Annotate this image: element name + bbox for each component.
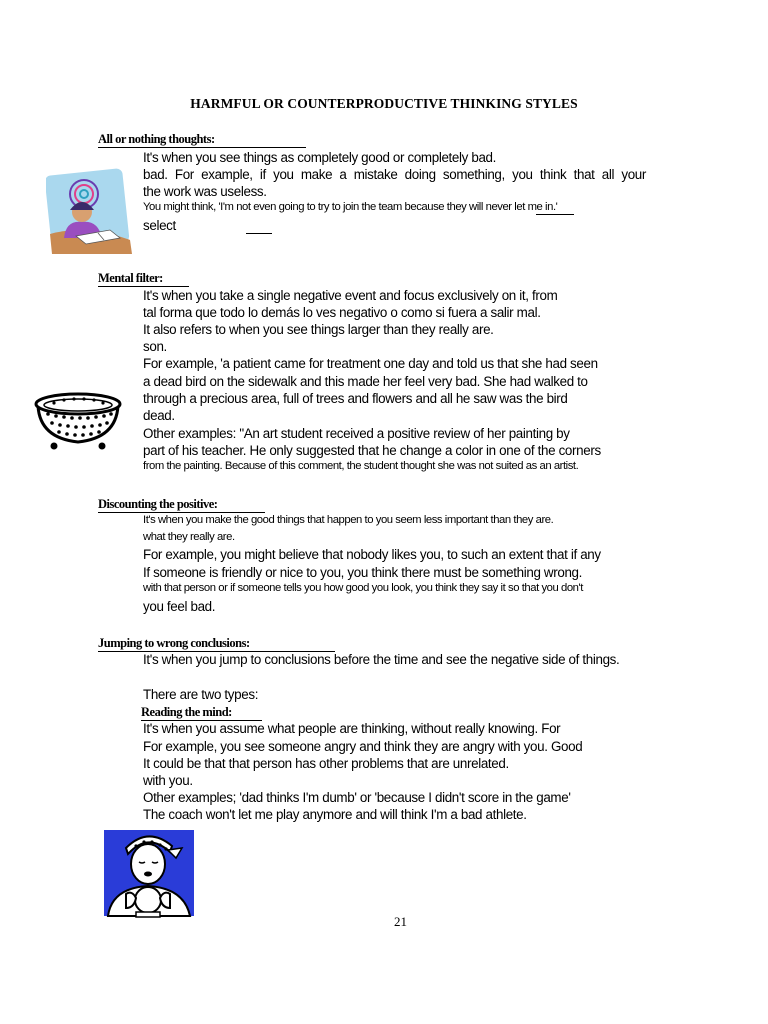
- text-line: with that person or if someone tells you how good you look, you think they say it so that you don't: [143, 582, 583, 594]
- page-number: 21: [394, 914, 407, 929]
- text-line: For example, 'a patient came for treatment one day and told us that she had seen: [143, 356, 598, 371]
- blank-line: [246, 233, 272, 234]
- text-line: It's when you see things as completely good or completely bad.: [143, 150, 497, 165]
- text-line: The coach won't let me play anymore and will think I'm a bad athlete.: [143, 807, 527, 822]
- text-line: tal forma que todo lo demás lo ves negativo o como si fuera a salir mal.: [143, 305, 541, 320]
- text-line: It also refers to when you see things larger than they really are.: [143, 322, 494, 337]
- text-line: Other examples; 'dad thinks I'm dumb' or 'because I didn't score in the game': [143, 790, 571, 805]
- heading-underline: [98, 512, 265, 513]
- text-line: part of his teacher. He only suggested that he change a color in one of the corners: [143, 443, 601, 458]
- text-line: what they really are.: [143, 531, 235, 543]
- heading-underline: [98, 286, 189, 287]
- text-line: For example, you see someone angry and think they are angry with you. Good: [143, 739, 583, 754]
- text-line: the work was useless.: [143, 184, 267, 199]
- section-heading-all-or-nothing: All or nothing thoughts:: [98, 132, 215, 146]
- text-line: you feel bad.: [143, 599, 216, 614]
- text-line: It's when you jump to conclusions before the time and see the negative side of things.: [143, 652, 620, 667]
- text-line: If someone is friendly or nice to you, you think there must be something wrong.: [143, 565, 583, 580]
- text-line: son.: [143, 339, 167, 354]
- section-heading-jumping-conclusions: Jumping to wrong conclusions:: [98, 636, 250, 650]
- text-line: from the painting. Because of this comment, the student thought she was not suited as an artist.: [143, 460, 579, 472]
- colander-clipart: [34, 386, 124, 452]
- subheading-reading-the-mind: Reading the mind:: [141, 705, 232, 719]
- text-line: dead.: [143, 408, 175, 423]
- text-line: It's when you take a single negative event and focus exclusively on it, from: [143, 288, 558, 303]
- text-line: Other examples: "An art student received a positive review of her painting by: [143, 426, 570, 441]
- text-line: It could be that that person has other problems that are unrelated.: [143, 756, 509, 771]
- text-line: There are two types:: [143, 687, 259, 702]
- text-line: You might think, 'I'm not even going to try to join the team because they will never let me in.': [143, 201, 558, 213]
- heading-underline: [98, 147, 306, 148]
- text-line: through a precious area, full of trees and flowers and all he saw was the bird: [143, 391, 568, 406]
- section-heading-discounting-positive: Discounting the positive:: [98, 497, 218, 511]
- text-line: For example, you might believe that nobody likes you, to such an extent that if any: [143, 547, 601, 562]
- text-line: select: [143, 218, 176, 233]
- fortune-teller-clipart: [102, 828, 196, 920]
- thinking-person-clipart: [46, 164, 134, 254]
- text-line: a dead bird on the sidewalk and this made her feel very bad. She had walked to: [143, 374, 588, 389]
- text-line: It's when you assume what people are thinking, without really knowing. For: [143, 721, 561, 736]
- text-line: It's when you make the good things that happen to you seem less important than they are.: [143, 514, 554, 526]
- page-title: HARMFUL OR COUNTERPRODUCTIVE THINKING STYLES: [190, 96, 578, 111]
- text-line: with you.: [143, 773, 193, 788]
- blank-line: [536, 214, 574, 215]
- text-line: bad. For example, if you make a mistake doing something, you think that all your: [143, 167, 646, 182]
- section-heading-mental-filter: Mental filter:: [98, 271, 163, 285]
